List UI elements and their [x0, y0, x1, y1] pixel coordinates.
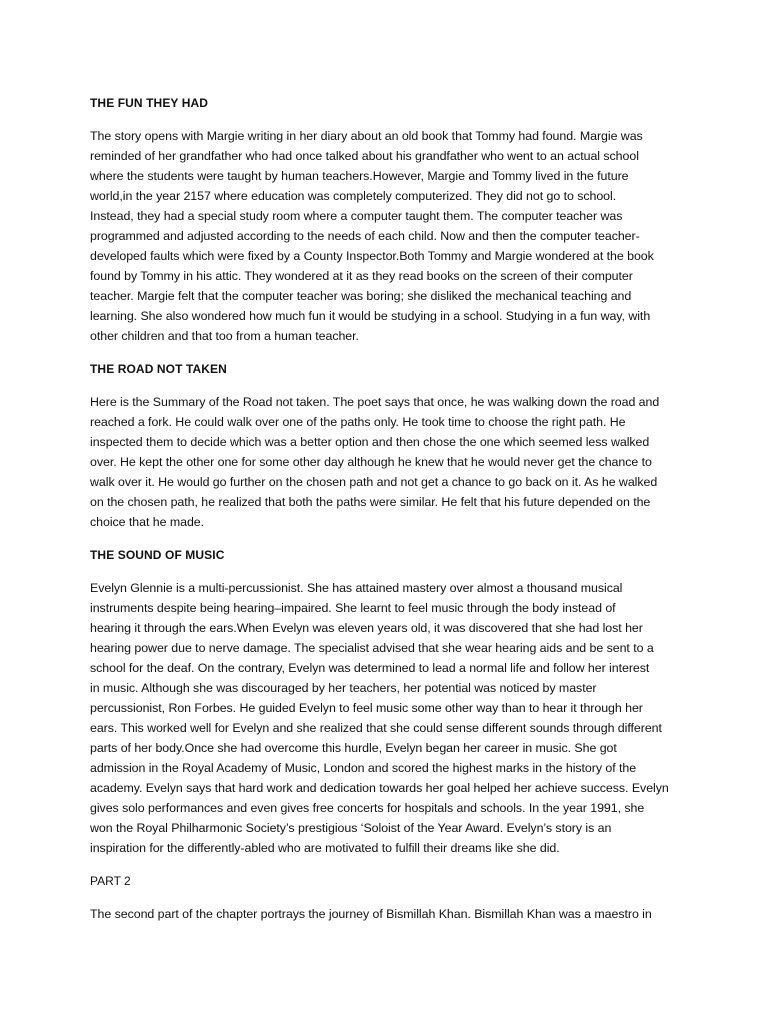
document-page	[90, 93, 686, 937]
section-heading-sound-of-music: THE SOUND OF MUSIC	[90, 548, 225, 562]
part2-label: PART 2	[90, 874, 131, 888]
section-body-fun-they-had: The story opens with Margie writing in her diary about an old book that Tommy had found. Margie was reminded of her grandfather who had once talked about his grandfather who went to an actual school where the students were taught by human teachers.However, Margie and Tommy lived in the future world,in the year 2157 where education was completely computerized. They did not go to school. Instead, they had a special study room where a computer taught them. The computer teacher was programmed and adjusted according to the needs of each child. Now and then the computer teacher- developed faults which were fixed by a County Inspector.Both Tommy and Margie wondered at the book found by Tommy in his attic. They wondered at it as they read books on the screen of their computer teacher. Margie felt that the computer teacher was boring; she disliked the mechanical teaching and learning. She also wondered how much fun it would be studying in a school. Studying in a fun way, with other children and that too from a human teacher.	[90, 129, 654, 343]
part2-body: The second part of the chapter portrays the journey of Bismillah Khan. Bismillah Khan was a maestro in	[90, 907, 652, 921]
section-body-sound-of-music: Evelyn Glennie is a multi-percussionist. She has attained mastery over almost a thousand musical instruments despite being hearing–impaired. She learnt to feel music through the body instead of hearing it through the ears.When Evelyn was eleven years old, it was discovered that she had lost her hearing power due to nerve damage. The specialist advised that she wear hearing aids and be sent to a school for the deaf. On the contrary, Evelyn was determined to lead a normal life and follow her interest in music. Although she was discouraged by her teachers, her potential was noticed by master percussionist, Ron Forbes. He guided Evelyn to feel music some other way than to hear it through her ears. This worked well for Evelyn and she realized that she could sense different sounds through different parts of her body.Once she had overcome this hurdle, Evelyn began her career in music. She got admission in the Royal Academy of Music, London and scored the highest marks in the history of the academy. Evelyn says that hard work and dedication towards her goal helped her achieve success. Evelyn gives solo performances and even gives free concerts for hospitals and schools. In the year 1991, she won the Royal Philharmonic Society’s prestigious ‘Soloist of the Year Award. Evelyn’s story is an inspiration for the differently-abled who are motivated to fulfill their dreams like she did.	[90, 581, 669, 855]
section-heading-fun-they-had: THE FUN THEY HAD	[90, 96, 209, 110]
section-heading-road-not-taken: THE ROAD NOT TAKEN	[90, 362, 227, 376]
section-body-road-not-taken: Here is the Summary of the Road not taken. The poet says that once, he was walking down the road and reached a fork. He could walk over one of the paths only. He took time to choose the right path. He inspected them to decide which was a better option and then chose the one which seemed less walked over. He kept the other one for some other day although he knew that he would never get the chance to walk over it. He would go further on the chosen path and not get a chance to go back on it. As he walked on the chosen path, he realized that both the paths were similar. He felt that his future depended on the choice that he made.	[90, 395, 660, 529]
